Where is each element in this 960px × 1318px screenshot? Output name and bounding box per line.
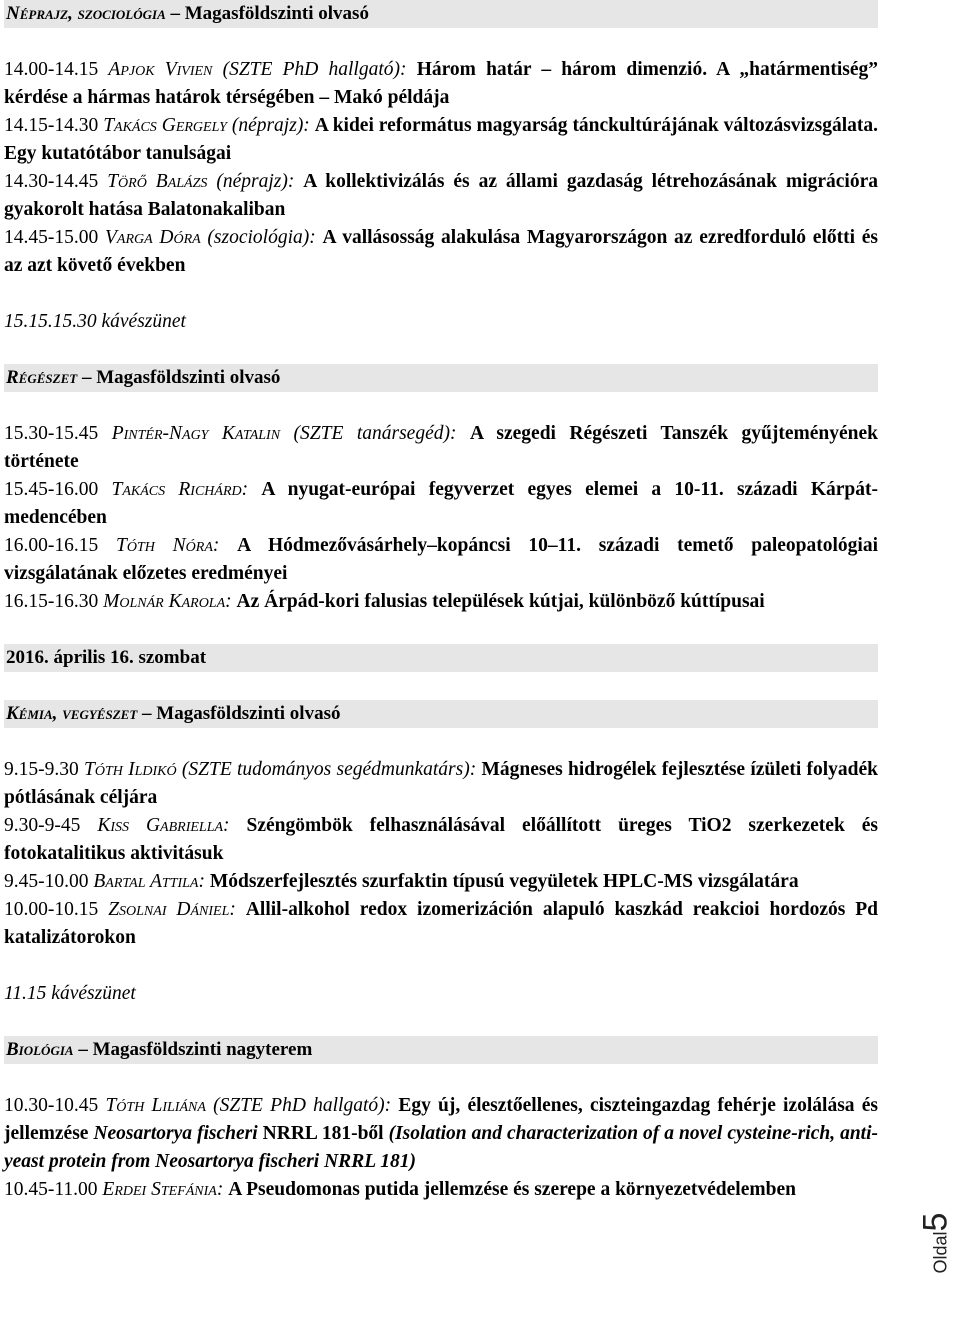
page-label: Oldal	[930, 1231, 951, 1274]
entry-presenter: Takács Richárd:	[111, 479, 249, 500]
entry-affiliation: (SZTE PhD hallgató):	[205, 1095, 399, 1116]
entry-presenter: Pintér-Nagy Katalin	[111, 423, 281, 444]
entry-title-translation: (Isolation and characterization of a novel cysteine-rich, anti-yeast protein from Neosartorya fischeri NRRL 181)	[4, 1123, 878, 1172]
program-entry	[4, 420, 878, 476]
entry-title-tail: NRRL 181-ből	[257, 1123, 389, 1144]
entry-presenter: Erdei Stefánia	[102, 1179, 217, 1200]
entry-title: A Hódmezővásárhely–kopáncsi 10–11. századi temető paleopatológiai vizsgálatának előzetes eredményei	[4, 535, 878, 584]
program-entry	[4, 812, 878, 868]
page-number: 5	[916, 1212, 955, 1232]
entry-affiliation: (néprajz):	[226, 115, 315, 136]
page-number-footer	[916, 1198, 956, 1288]
entry-title: Széngömbök felhasználásával előállított üreges TiO2 szerkezetek és fotokatalitikus aktivitásuk	[4, 815, 878, 864]
coffee-break: 15.15.15.30 kávészünet	[4, 311, 186, 332]
section-room: – Magasföldszinti olvasó	[77, 367, 281, 388]
entry-affiliation: :	[216, 1179, 229, 1200]
section-name: Biológia	[6, 1039, 74, 1060]
program-entry	[4, 756, 878, 812]
entry-title: Mágneses hidrogélek fejlesztése ízületi folyadék pótlásának céljára	[4, 759, 879, 808]
section-heading	[4, 364, 878, 392]
entry-affiliation: (SZTE PhD hallgató):	[212, 59, 417, 80]
entry-presenter: Molnár Karola:	[103, 591, 232, 612]
program-entry	[4, 112, 878, 168]
entry-presenter: Apjok Vivien	[108, 59, 213, 80]
program-entry	[4, 224, 878, 280]
entry-affiliation: (SZTE tanársegéd):	[280, 423, 470, 444]
entry-time: 10.45-11.00	[4, 1179, 103, 1200]
section-heading	[4, 0, 878, 28]
entry-affiliation: (szociológia):	[200, 227, 323, 248]
entry-time: 9.30-9-45	[4, 815, 98, 836]
entry-presenter: Varga Dóra	[104, 227, 201, 248]
entry-presenter: Kiss Gabriella	[97, 815, 224, 836]
entry-affiliation: (néprajz):	[207, 171, 304, 192]
program-entry	[4, 868, 878, 896]
program-entry	[4, 532, 878, 588]
entry-time: 10.00-10.15	[4, 899, 109, 920]
entry-affiliation: (SZTE tudományos segédmunkatárs):	[176, 759, 482, 780]
program-entry	[4, 476, 878, 532]
entry-time: 14.45-15.00	[4, 227, 105, 248]
program-page	[4, 0, 878, 1204]
section-heading	[4, 1036, 878, 1064]
section-room: – Magasföldszinti nagyterem	[73, 1039, 313, 1060]
entry-affiliation	[248, 479, 261, 500]
section-heading	[4, 700, 878, 728]
entry-presenter: Takács Gergely	[103, 115, 227, 136]
entry-time: 10.30-10.45	[4, 1095, 106, 1116]
entry-title: A Pseudomonas putida jellemzése és szerepe a környezetvédelemben	[228, 1179, 796, 1200]
entry-title: A kidei református magyarság tánckultúrájának változásvizsgálata. Egy kutatótábor tanulságai	[4, 115, 879, 164]
entry-title: A szegedi Régészeti Tanszék gyűjteményének története	[4, 423, 878, 472]
section-name: Régészet	[6, 367, 78, 388]
entry-affiliation: :	[198, 871, 210, 892]
entry-title: A vallásosság alakulása Magyarországon az ezredforduló előtti és az azt követő években	[4, 227, 878, 276]
program-entry	[4, 1092, 878, 1176]
entry-time: 15.45-16.00	[4, 479, 112, 500]
section-name: Kémia, vegyészet	[6, 703, 138, 724]
entry-title: Egy új, élesztőellenes, ciszteingazdag fehérje izolálása és jellemzése	[4, 1095, 878, 1144]
entry-presenter: Törő Balázs	[107, 171, 208, 192]
program-entry	[4, 896, 878, 952]
entry-presenter: Tóth Nóra:	[116, 535, 220, 556]
entry-time: 15.30-15.45	[4, 423, 112, 444]
entry-title-species: Neosartorya fischeri	[93, 1123, 258, 1144]
section-name: Néprajz, szociológia	[6, 3, 166, 24]
program-entry	[4, 588, 878, 616]
program-entry	[4, 56, 878, 112]
entry-affiliation: :	[223, 815, 247, 836]
entry-time: 16.15-16.30	[4, 591, 104, 612]
date-label: 2016. április 16. szombat	[6, 647, 207, 668]
program-entry	[4, 168, 878, 224]
entry-title: Allil-alkohol redox izomerizáción alapuló kaszkád reakcioi hordozós Pd katalizátorokon	[4, 899, 879, 948]
entry-time: 9.15-9.30	[4, 759, 85, 780]
entry-time: 14.00-14.15	[4, 59, 109, 80]
entry-title: A nyugat-európai fegyverzet egyes elemei a 10-11. századi Kárpát-medencében	[4, 479, 879, 528]
entry-time: 16.00-16.15	[4, 535, 117, 556]
entry-time: 14.30-14.45	[4, 171, 108, 192]
entry-affiliation	[219, 535, 237, 556]
section-room: – Magasföldszinti olvasó	[137, 703, 341, 724]
program-entry	[4, 1176, 878, 1204]
entry-presenter: Bartal Attila	[93, 871, 199, 892]
coffee-break: 11.15 kávészünet	[4, 983, 136, 1004]
entry-time: 9.45-10.00	[4, 871, 94, 892]
entry-affiliation: :	[229, 899, 246, 920]
entry-title: Az Árpád-kori falusias települések kútjai, különböző kúttípusai	[236, 591, 765, 612]
entry-title: A kollektivizálás és az állami gazdaság létrehozásának migrációra gyakorolt hatása Balatonakaliban	[4, 171, 878, 220]
entry-title: Módszerfejlesztés szurfaktin típusú vegyületek HPLC-MS vizsgálatára	[209, 871, 799, 892]
entry-presenter: Tóth Ildikó	[84, 759, 177, 780]
section-room: – Magasföldszinti olvasó	[165, 3, 369, 24]
entry-time: 14.15-14.30	[4, 115, 104, 136]
date-heading	[4, 644, 878, 672]
entry-presenter: Tóth Liliána	[105, 1095, 206, 1116]
entry-title: Három határ – három dimenzió. A „határmentiség” kérdése a hármas határok térségében – Makó példája	[4, 59, 878, 108]
entry-presenter: Zsolnai Dániel	[108, 899, 230, 920]
